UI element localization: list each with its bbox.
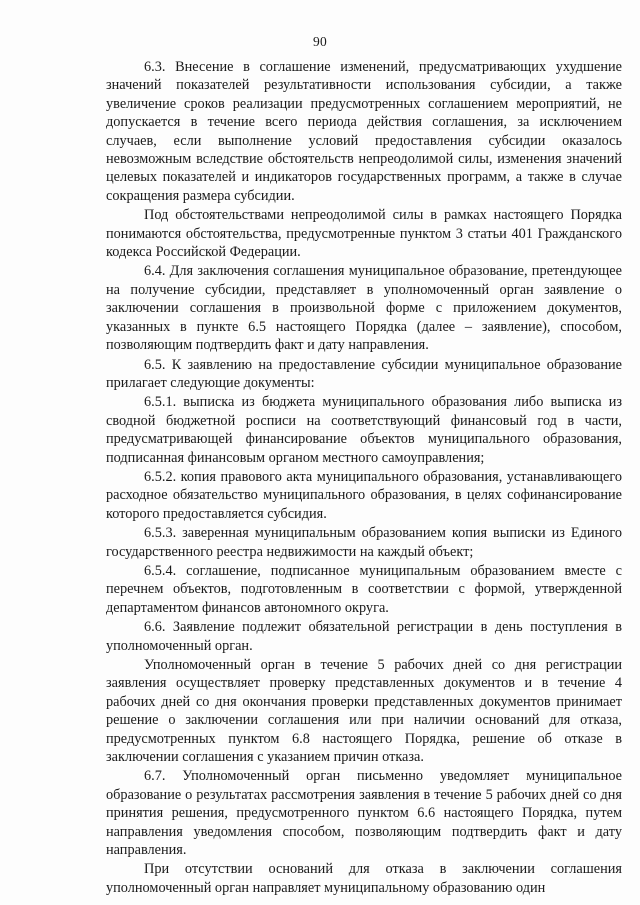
paragraph-6-5-2: 6.5.2. копия правового акта муниципального образования, устанавливающего расходное обязательство муниципального образования, в целях софинансирование которого предоставляется субсидия.: [106, 468, 622, 522]
paragraph-6-5-4: 6.5.4. соглашение, подписанное муниципальным образованием вместе с перечнем объектов, подготовленным в соответствии с формой, утвержденной департаментом финансов автономного округа.: [106, 562, 622, 616]
paragraph-6-6: 6.6. Заявление подлежит обязательной регистрации в день поступления в уполномоченный орган.: [106, 619, 622, 654]
document-body: [106, 58, 622, 897]
paragraph-force-majeure: Под обстоятельствами непреодолимой силы в рамках настоящего Порядка понимаются обстоятельства, предусмотренные пунктом 3 статьи 401 Гражданского кодекса Российской Федерации.: [106, 207, 622, 261]
paragraph-6-4: 6.4. Для заключения соглашения муниципальное образование, претендующее на получение субсидии, представляет в уполномоченный орган заявление о заключении соглашения в произвольной форме с приложением документов, указанных в пункте 6.5 настоящего Порядка (далее – заявление), способом, позволяющим подтвердить факт и дату направления.: [106, 263, 622, 354]
paragraph-6-5: 6.5. К заявлению на предоставление субсидии муниципальное образование прилагает следующие документы:: [106, 356, 622, 391]
paragraph-review-period: Уполномоченный орган в течение 5 рабочих дней со дня регистрации заявления осуществляет проверку представленных документов и в течение 4 рабочих дней со дня окончания проверки представленных документов принимает решение о заключении соглашения или при наличии оснований для отказа, предусмотренных пунктом 6.8 настоящего Порядка, решение об отказе в заключении соглашения с указанием причин отказа.: [106, 657, 622, 766]
paragraph-no-grounds: При отсутствии оснований для отказа в заключении соглашения уполномоченный орган направляет муниципальному образованию один: [106, 861, 622, 896]
paragraph-6-5-3: 6.5.3. заверенная муниципальным образованием копия выписки из Единого государственного реестра недвижимости на каждый объект;: [106, 525, 622, 560]
paragraph-6-7: 6.7. Уполномоченный орган письменно уведомляет муниципальное образование о результатах рассмотрения заявления в течение 5 рабочих дней со дня принятия решения, предусмотренного пунктом 6.6 настоящего Порядка, путем направления уведомления способом, позволяющим подтвердить факт и дату направления.: [106, 768, 622, 859]
paragraph-6-3: 6.3. Внесение в соглашение изменений, предусматривающих ухудшение значений показателей результативности использования субсидии, а также увеличение сроков реализации предусмотренных соглашением мероприятий, не допускается в течение всего периода действия соглашения, за исключением случаев, если выполнение условий предоставления субсидии оказалось невозможным вследствие обстоятельств непреодолимой силы, изменения значений целевых показателей и индикаторов государственных программ, а также в случае сокращения размера субсидии.: [106, 59, 622, 204]
paragraph-6-5-1: 6.5.1. выписка из бюджета муниципального образования либо выписка из сводной бюджетной росписи на соответствующий финансовый год в части, предусматривающей финансирование объектов муниципального образования, подписанная финансовым органом местного самоуправления;: [106, 394, 622, 466]
page-number: 90: [313, 34, 327, 49]
